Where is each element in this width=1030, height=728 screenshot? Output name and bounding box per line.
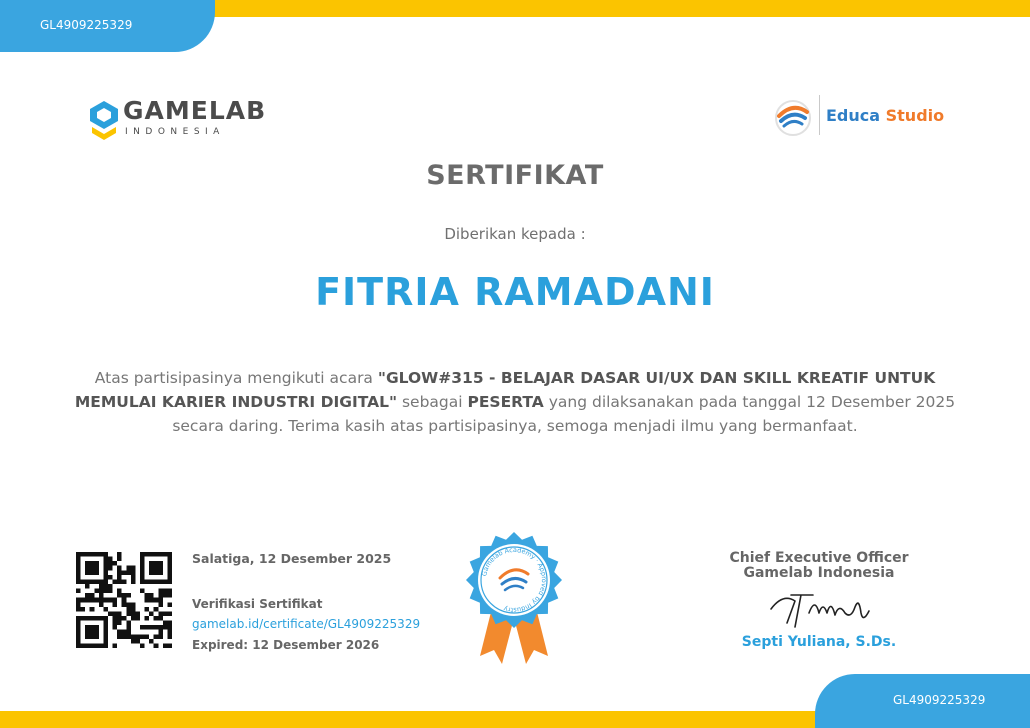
certificate-code-top: GL4909225329 <box>40 18 133 32</box>
educa-studio-logo-icon <box>771 96 815 136</box>
expiry-date: Expired: 12 Desember 2026 <box>192 638 380 652</box>
signer-role <box>700 551 938 581</box>
approved-badge-icon <box>462 528 566 668</box>
place-date: Salatiga, 12 Desember 2025 <box>192 551 392 566</box>
signature-icon <box>765 583 875 631</box>
event-name: "GLOW#315 - BELAJAR DASAR UI/UX DAN SKILL KREATIF UNTUK MEMULAI KARIER INDUSTRI DIGITAL" <box>74 369 936 411</box>
description-prefix: Atas partisipasinya mengikuti acara <box>94 369 378 387</box>
verification-label: Verifikasi Sertifikat <box>192 597 323 611</box>
educa-word-part1: Educa <box>826 106 881 125</box>
gamelab-subtitle: INDONESIA <box>125 127 225 137</box>
signer-role-line2: Gamelab Indonesia <box>743 565 895 581</box>
gamelab-wordmark: GAMELAB <box>123 96 267 125</box>
educa-word-part2: Studio <box>880 106 945 125</box>
recipient-name: FITRIA RAMADANI <box>315 270 715 314</box>
signer-role-line1: Chief Executive Officer <box>729 550 909 566</box>
badge-text: Gamelab Academy · Approved by Industry <box>480 545 549 615</box>
description-middle: sebagai <box>397 393 468 411</box>
educa-studio-wordmark <box>826 106 944 125</box>
certificate-code-bottom: GL4909225329 <box>893 693 986 707</box>
gamelab-logo-icon <box>86 97 122 141</box>
given-to-label: Diberikan kepada : <box>444 225 586 243</box>
participant-role: PESERTA <box>467 393 544 411</box>
qr-code-icon[interactable] <box>76 552 172 648</box>
signer-name: Septi Yuliana, S.Ds. <box>741 634 897 650</box>
verification-link[interactable]: gamelab.id/certificate/GL4909225329 <box>192 617 421 631</box>
logo-divider <box>819 95 820 135</box>
description-suffix: yang dilaksanakan pada tanggal 12 Desember 2025 secara daring. Terima kasih atas partisipasinya, semoga menjadi ilmu yang bermanfaat. <box>172 393 956 435</box>
certificate-description <box>70 366 960 438</box>
certificate-title: SERTIFIKAT <box>426 160 604 191</box>
